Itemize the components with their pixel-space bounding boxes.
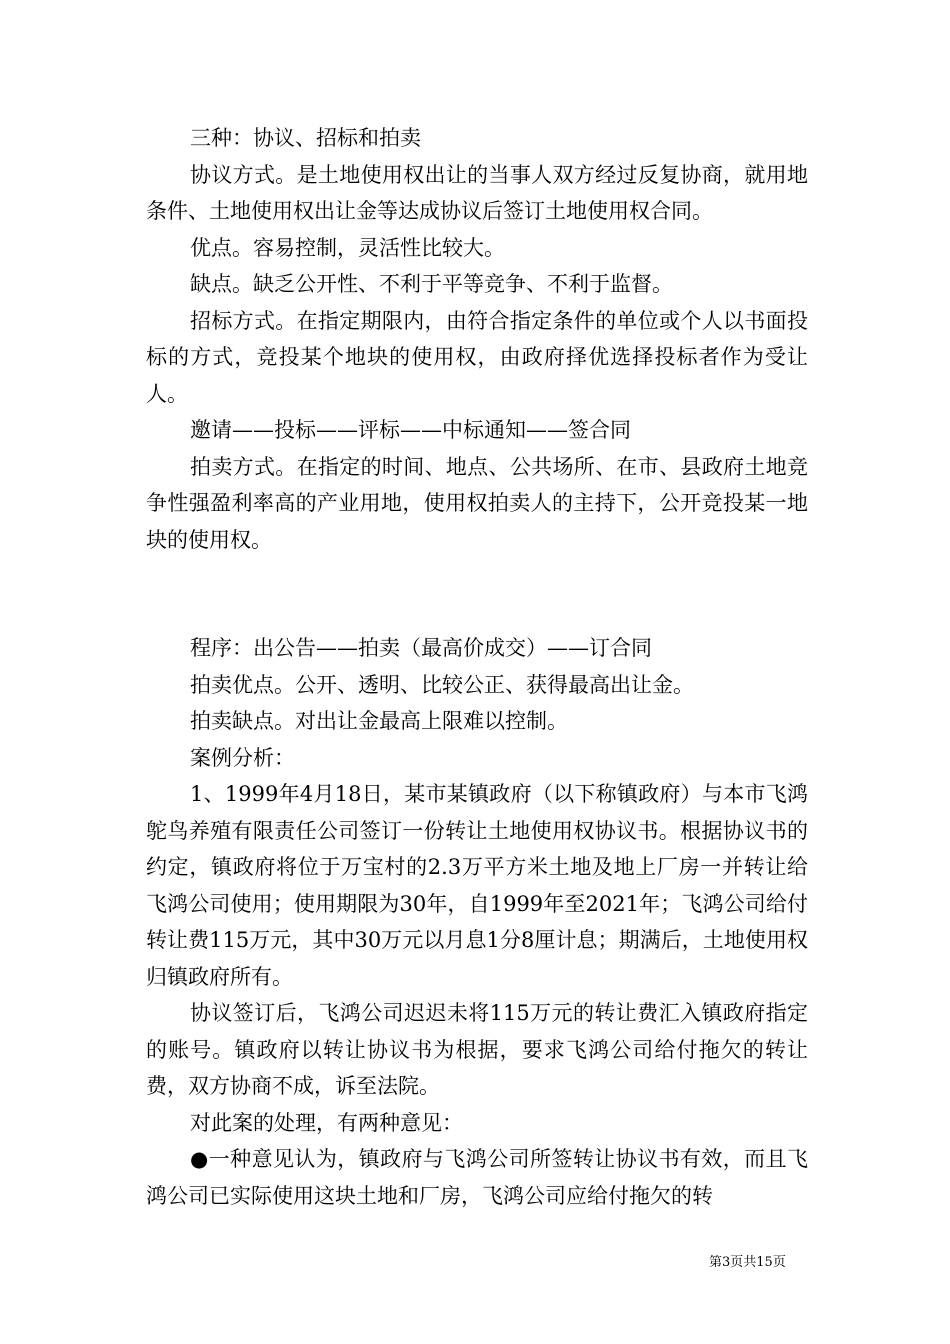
paragraph-agreement-disadvantages: 缺点。缺乏公开性、不利于平等竞争、不利于监督。 [190, 272, 673, 296]
paragraph-auction-advantages: 拍卖优点。公开、透明、比较公正、获得最高出让金。 [190, 672, 694, 697]
paragraph-case-facts: 1、1999年4月18日，某市某镇政府（以下称镇政府）与本市飞鸿鸵鸟养殖有限责任公司签订一份转让土地使用权协议书。根据协议书的约定，镇政府将位于万宝村的2.3万平方米土地及地上厂房一并转让给飞鸿公司使用；使用期限为30年，自1999年至2021年；飞鸿公司给付转让费115万元，其中30万元以月息1分8厘计息；期满后，土地使用权归镇政府所有。 [146, 782, 808, 989]
paragraph-first-opinion: ●一种意见认为，镇政府与飞鸿公司所签转让协议书有效，而且飞鸿公司已实际使用这块土地和厂房，飞鸿公司应给付拖欠的转 [146, 1147, 808, 1208]
paragraph-agreement-advantages: 优点。容易控制，灵活性比较大。 [190, 235, 505, 260]
paragraph-auction-method: 拍卖方式。在指定的时间、地点、公共场所、在市、县政府土地竞争性强盈利率高的产业用地，使用权拍卖人的主持下，公开竞投某一地块的使用权。 [146, 454, 808, 552]
paragraph-opinions-heading: 对此案的处理，有两种意见： [190, 1110, 463, 1135]
document-body [146, 120, 808, 1214]
paragraph-gap [146, 558, 808, 630]
paragraph-methods-heading: 三种：协议、招标和拍卖 [190, 126, 421, 150]
paragraph-tender-method: 招标方式。在指定期限内，由符合指定条件的单位或个人以书面投标的方式，竞投某个地块的使用权，由政府择优选择投标者作为受让人。 [146, 308, 808, 406]
paragraph-case-analysis-heading: 案例分析： [190, 745, 295, 770]
paragraph-agreement-method: 协议方式。是土地使用权出让的当事人双方经过反复协商，就用地条件、土地使用权出让金等达成协议后签订土地使用权合同。 [146, 162, 808, 223]
page-number-footer: 第3页共15页 [709, 1255, 786, 1270]
paragraph-case-dispute: 协议签订后，飞鸿公司迟迟未将115万元的转让费汇入镇政府指定的账号。镇政府以转让协议书为根据，要求飞鸿公司给付拖欠的转让费，双方协商不成，诉至法院。 [146, 1001, 808, 1098]
paragraph-auction-procedure: 程序：出公告——拍卖（最高价成交）——订合同 [190, 636, 652, 660]
paragraph-tender-process: 邀请——投标——评标——中标通知——签合同 [190, 418, 631, 442]
paragraph-auction-disadvantages: 拍卖缺点。对出让金最高上限难以控制。 [190, 709, 568, 733]
